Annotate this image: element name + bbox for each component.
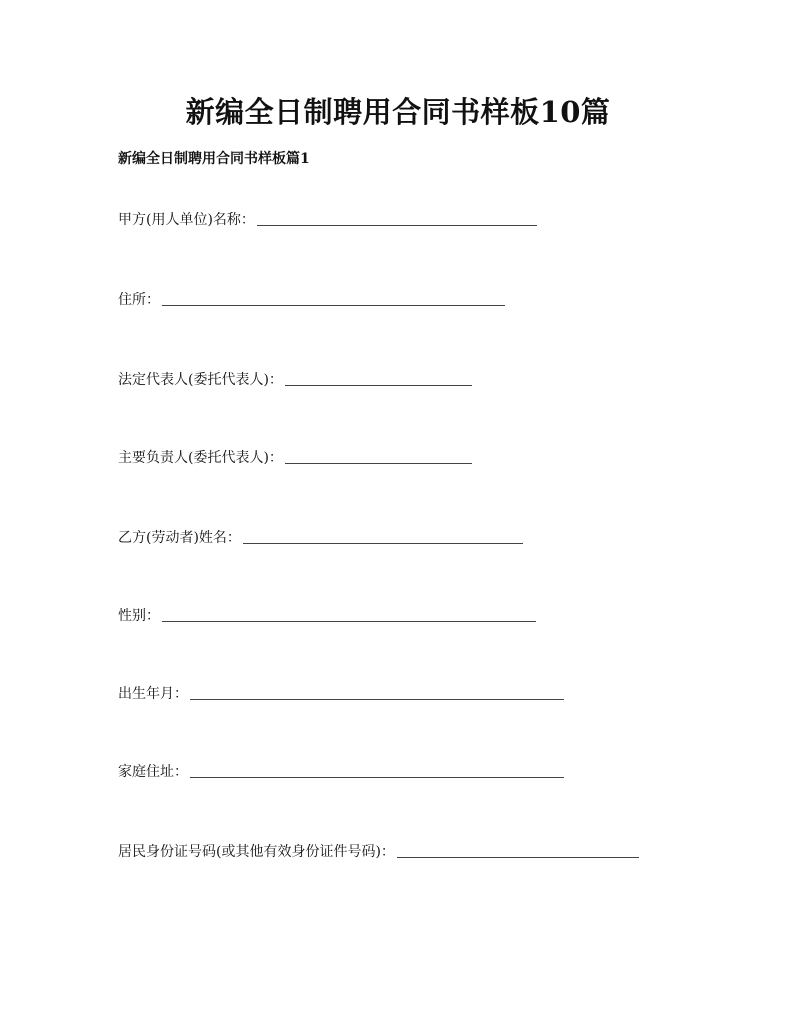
blank-line[interactable] xyxy=(190,698,564,700)
blank-line[interactable] xyxy=(257,224,537,226)
field-label: 主要负责人(委托代表人)： xyxy=(118,450,283,466)
field-home-address xyxy=(118,760,564,782)
field-label: 性别： xyxy=(118,608,160,624)
blank-line[interactable] xyxy=(397,856,639,858)
blank-line[interactable] xyxy=(162,620,536,622)
blank-line[interactable] xyxy=(162,304,505,306)
field-label: 住所： xyxy=(118,292,160,308)
section-heading: 新编全日制聘用合同书样板篇1 xyxy=(118,151,310,167)
blank-line[interactable] xyxy=(190,776,564,778)
blank-line[interactable] xyxy=(243,542,523,544)
field-principal xyxy=(118,446,472,468)
document-title: 新编全日制聘用合同书样板10篇 xyxy=(185,95,611,129)
field-gender xyxy=(118,604,536,626)
field-birth-date xyxy=(118,682,564,704)
blank-line[interactable] xyxy=(285,462,472,464)
field-legal-representative xyxy=(118,368,472,390)
field-employer-name xyxy=(118,208,537,230)
field-label: 出生年月： xyxy=(118,686,188,702)
field-label: 居民身份证号码(或其他有效身份证件号码)： xyxy=(118,844,395,860)
field-id-number xyxy=(118,840,639,862)
field-label: 乙方(劳动者)姓名： xyxy=(118,530,241,546)
blank-line[interactable] xyxy=(285,384,472,386)
field-address xyxy=(118,288,505,310)
field-label: 法定代表人(委托代表人)： xyxy=(118,372,283,388)
field-label: 家庭住址： xyxy=(118,764,188,780)
field-label: 甲方(用人单位)名称： xyxy=(118,212,255,228)
field-employee-name xyxy=(118,526,523,548)
